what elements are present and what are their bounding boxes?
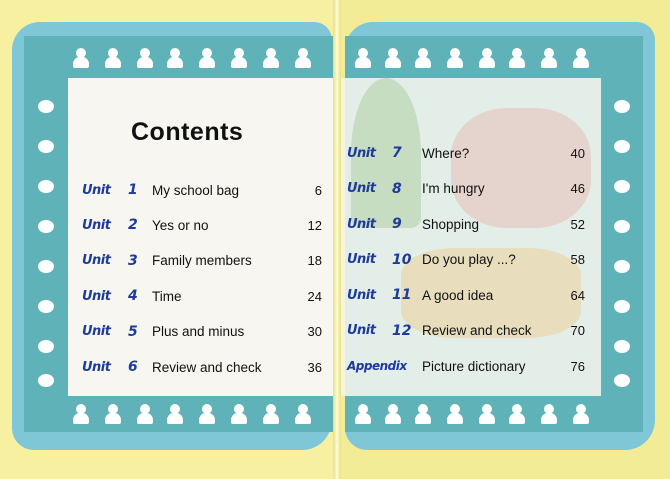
entry-title: Family members bbox=[152, 253, 252, 269]
child-silhouette bbox=[104, 404, 122, 424]
child-silhouette bbox=[384, 404, 402, 424]
unit-label: Unit bbox=[82, 217, 111, 233]
entry-title: Shopping bbox=[422, 216, 480, 232]
decorative-shape bbox=[38, 374, 54, 387]
unit-number: 3 bbox=[128, 252, 138, 269]
decorative-shape bbox=[38, 220, 54, 233]
unit-number: 10 bbox=[392, 251, 412, 268]
decorative-shape bbox=[38, 300, 54, 313]
child-silhouette bbox=[446, 404, 464, 424]
contents-entry[interactable] bbox=[347, 214, 585, 234]
child-silhouette bbox=[572, 404, 590, 424]
unit-label: Unit bbox=[347, 252, 376, 267]
unit-label: Unit bbox=[82, 324, 111, 340]
entry-title: Yes or no bbox=[152, 217, 209, 233]
page-number: 52 bbox=[570, 216, 585, 232]
decorative-shape bbox=[614, 300, 630, 313]
page-number: 36 bbox=[307, 359, 322, 375]
appendix-label: Appendix bbox=[347, 359, 407, 373]
child-silhouette bbox=[72, 404, 90, 424]
child-silhouette bbox=[104, 48, 122, 68]
contents-entry[interactable] bbox=[82, 322, 322, 342]
decorative-shape bbox=[38, 100, 54, 113]
contents-entry[interactable] bbox=[82, 251, 322, 271]
unit-number: 6 bbox=[128, 359, 138, 375]
entry-title: Review and check bbox=[422, 323, 532, 338]
decorative-shape bbox=[614, 220, 630, 233]
child-silhouette bbox=[262, 48, 280, 68]
decorative-shape bbox=[614, 140, 630, 153]
page-number: 70 bbox=[570, 323, 585, 338]
page-number: 40 bbox=[570, 145, 585, 161]
child-silhouette bbox=[414, 48, 432, 68]
child-silhouette bbox=[354, 404, 372, 424]
decorative-shape bbox=[614, 100, 630, 113]
page-number: 24 bbox=[307, 288, 322, 304]
contents-title: Contents bbox=[131, 118, 244, 146]
page-number: 12 bbox=[307, 217, 322, 233]
decorative-shape bbox=[614, 340, 630, 353]
page-number: 58 bbox=[570, 252, 585, 267]
background-illustration bbox=[341, 78, 601, 396]
unit-number: 7 bbox=[392, 145, 402, 161]
child-silhouette bbox=[572, 48, 590, 68]
child-silhouette bbox=[508, 404, 526, 424]
entry-title: Where? bbox=[422, 145, 470, 161]
decorative-shape bbox=[614, 260, 630, 273]
page-number: 30 bbox=[307, 324, 322, 340]
unit-label: Unit bbox=[82, 288, 111, 304]
unit-number: 5 bbox=[128, 323, 138, 340]
page-number: 18 bbox=[307, 253, 322, 269]
child-silhouette bbox=[230, 404, 248, 424]
child-silhouette bbox=[294, 404, 312, 424]
contents-entry[interactable] bbox=[82, 180, 322, 200]
unit-label: Unit bbox=[82, 182, 111, 198]
child-silhouette bbox=[540, 404, 558, 424]
unit-label: Unit bbox=[347, 216, 376, 232]
unit-label: Unit bbox=[347, 287, 376, 303]
page-number: 46 bbox=[570, 181, 585, 196]
child-silhouette bbox=[478, 404, 496, 424]
child-silhouette bbox=[294, 48, 312, 68]
decorative-shape bbox=[38, 260, 54, 273]
unit-label: Unit bbox=[82, 359, 111, 375]
child-silhouette bbox=[384, 48, 402, 68]
child-silhouette bbox=[136, 48, 154, 68]
unit-number: 11 bbox=[392, 287, 412, 303]
contents-entry[interactable] bbox=[82, 357, 322, 377]
child-silhouette bbox=[166, 404, 184, 424]
unit-label: Unit bbox=[347, 323, 376, 338]
contents-entry[interactable] bbox=[347, 143, 585, 163]
unit-number: 9 bbox=[392, 216, 402, 232]
child-silhouette bbox=[540, 48, 558, 68]
unit-number: 2 bbox=[128, 217, 138, 234]
entry-title: Do you play ...? bbox=[422, 252, 516, 267]
book-gutter bbox=[333, 0, 341, 479]
unit-number: 12 bbox=[392, 322, 412, 339]
child-silhouette bbox=[414, 404, 432, 424]
child-silhouette bbox=[230, 48, 248, 68]
contents-entry[interactable] bbox=[82, 286, 322, 306]
unit-number: 4 bbox=[128, 288, 138, 305]
contents-entry[interactable] bbox=[82, 215, 322, 235]
entry-title: Plus and minus bbox=[152, 324, 245, 340]
child-silhouette bbox=[198, 404, 216, 424]
entry-title: Picture dictionary bbox=[422, 358, 526, 374]
unit-label: Unit bbox=[347, 145, 376, 161]
child-silhouette bbox=[446, 48, 464, 68]
page-number: 76 bbox=[570, 358, 585, 374]
contents-entry[interactable] bbox=[347, 179, 585, 199]
child-silhouette bbox=[198, 48, 216, 68]
child-silhouette bbox=[478, 48, 496, 68]
entry-title: A good idea bbox=[422, 287, 494, 303]
decorative-shape bbox=[614, 180, 630, 193]
unit-label: Unit bbox=[347, 181, 376, 196]
page-number: 6 bbox=[314, 182, 322, 198]
decorative-shape bbox=[614, 374, 630, 387]
entry-title: My school bag bbox=[152, 182, 240, 198]
entry-title: I'm hungry bbox=[422, 181, 485, 196]
unit-number: 8 bbox=[392, 180, 402, 197]
page-number: 64 bbox=[570, 287, 585, 303]
unit-label: Unit bbox=[82, 253, 111, 269]
contents-entry[interactable] bbox=[347, 250, 585, 270]
child-silhouette bbox=[508, 48, 526, 68]
contents-entry[interactable] bbox=[347, 321, 585, 341]
unit-number: 1 bbox=[128, 182, 138, 198]
contents-entry[interactable] bbox=[347, 285, 585, 305]
entry-title: Time bbox=[152, 288, 182, 304]
decorative-shape bbox=[38, 340, 54, 353]
decorative-shape bbox=[38, 180, 54, 193]
child-silhouette bbox=[262, 404, 280, 424]
child-silhouette bbox=[354, 48, 372, 68]
entry-title: Review and check bbox=[152, 359, 262, 375]
child-silhouette bbox=[166, 48, 184, 68]
child-silhouette bbox=[72, 48, 90, 68]
child-silhouette bbox=[136, 404, 154, 424]
decorative-shape bbox=[38, 140, 54, 153]
contents-entry[interactable] bbox=[347, 356, 585, 376]
